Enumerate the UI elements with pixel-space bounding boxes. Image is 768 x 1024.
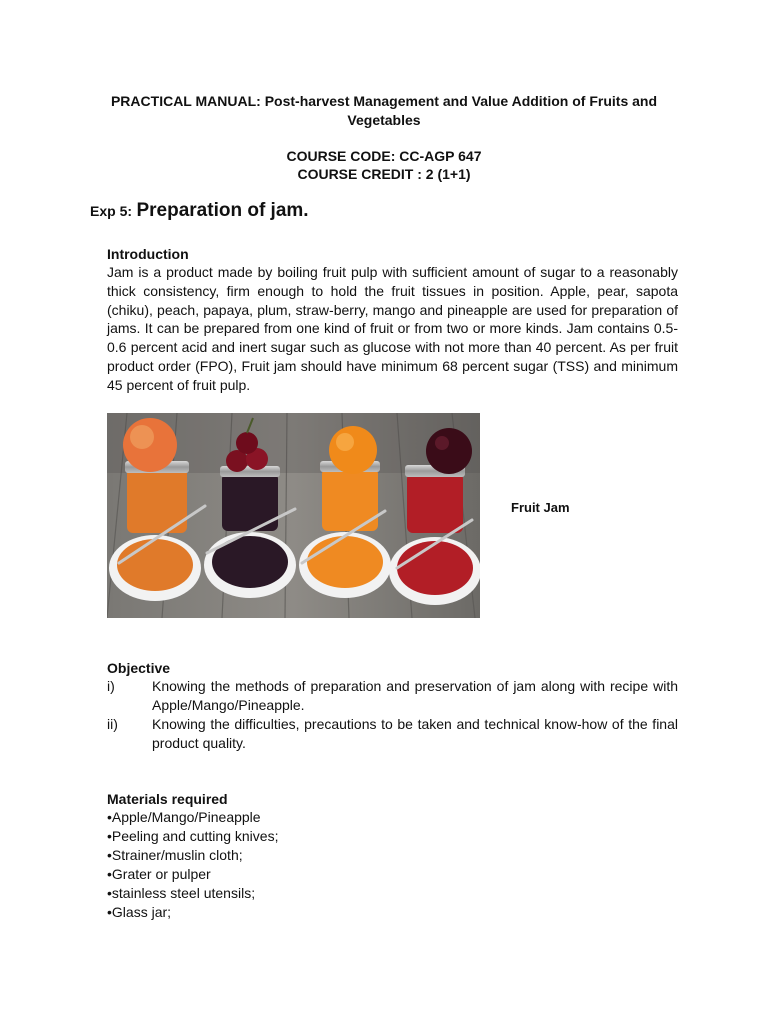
- bowl-jam: [307, 536, 383, 588]
- bowl-3: [299, 532, 391, 598]
- bowl-2: [204, 532, 296, 598]
- course-code: COURSE CODE: CC-AGP 647: [286, 148, 482, 164]
- introduction-heading: Introduction: [107, 246, 189, 262]
- figure-caption: Fruit Jam: [511, 500, 570, 515]
- objective-item: [107, 715, 678, 753]
- bowl-jam: [117, 539, 193, 591]
- introduction-text: Jam is a product made by boiling fruit pulp with sufficient amount of sugar to a reasonably thick consistency, firm enough to hold the fruit tissues in position. Apple, pear, sapota (chiku), peach, papaya, plum, straw-berry, mango and pineapple are used for preparation of jams. It can be prepared from one kind of fruit or from two or more kinds. Jam contains 0.5-0.6 percent acid and inert sugar such as glucose with not more than 40 percent. As per fruit product order (FPO), Fruit jam should have minimum 68 percent sugar (TSS) and minimum 45 percent of fruit pulp.: [107, 264, 678, 393]
- experiment-label: Exp 5:: [90, 203, 133, 219]
- materials-item: •Strainer/muslin cloth;: [107, 847, 243, 863]
- manual-title: PRACTICAL MANUAL: Post-harvest Management and Value Addition of Fruits and Vegetables: [110, 93, 658, 128]
- materials-item: •Grater or pulper: [107, 866, 211, 882]
- objective-heading: Objective: [107, 660, 171, 676]
- materials-heading: Materials required: [107, 791, 228, 807]
- experiment-heading: [90, 200, 309, 222]
- bowl-1: [109, 535, 201, 601]
- experiment-title: Preparation of jam.: [136, 200, 309, 221]
- course-credit: COURSE CREDIT : 2 (1+1): [297, 166, 471, 182]
- objective-number: ii): [107, 716, 118, 732]
- materials-item: •Peeling and cutting knives;: [107, 828, 279, 844]
- objective-number: i): [107, 678, 115, 694]
- fruit-jam-photo: [107, 413, 480, 618]
- jar-body: [407, 473, 463, 533]
- materials-item: •Apple/Mango/Pineapple: [107, 809, 261, 825]
- bowl-4: [389, 537, 480, 605]
- materials-item: •Glass jar;: [107, 904, 172, 920]
- objective-text: Knowing the methods of preparation and preservation of jam along with recipe with Apple/Mango/Pineapple.: [152, 678, 678, 713]
- materials-item: •stainless steel utensils;: [107, 885, 256, 901]
- objective-text: Knowing the difficulties, precautions to be taken and technical know-how of the final product quality.: [152, 716, 678, 751]
- bowl-jam: [397, 541, 473, 595]
- objective-item: [107, 677, 678, 715]
